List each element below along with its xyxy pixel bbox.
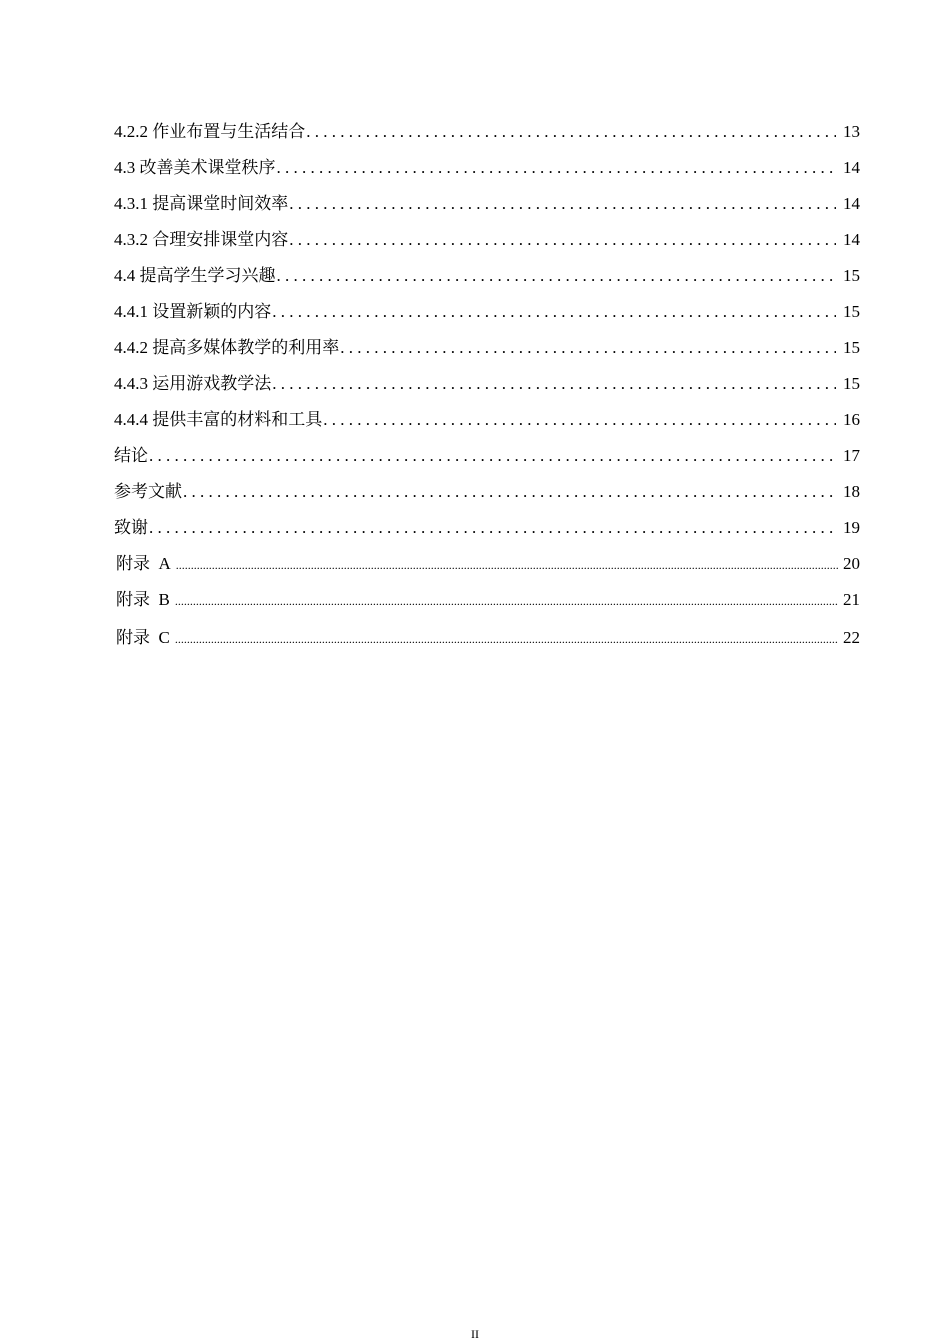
toc-entry-page: 16 xyxy=(843,410,860,429)
table-of-contents xyxy=(114,114,860,656)
toc-entry[interactable] xyxy=(114,294,860,330)
toc-entry[interactable] xyxy=(114,510,860,546)
toc-dot-leader xyxy=(149,510,836,546)
toc-entry-title: 4.4.4 提供丰富的材料和工具 xyxy=(114,410,323,429)
toc-entry[interactable] xyxy=(114,474,860,510)
toc-dot-leader xyxy=(175,582,838,619)
toc-entry-title: 附录 A xyxy=(116,554,171,573)
page-number: II xyxy=(471,1327,479,1341)
toc-entry-page: 14 xyxy=(843,230,860,249)
toc-dot-leader xyxy=(149,438,836,474)
toc-entry[interactable] xyxy=(114,402,860,438)
toc-entry-title: 4.4.3 运用游戏教学法 xyxy=(114,374,272,393)
toc-entry-page: 14 xyxy=(843,158,860,177)
toc-dot-leader xyxy=(340,330,836,366)
toc-entry-appendix[interactable] xyxy=(114,582,860,618)
toc-entry[interactable] xyxy=(114,114,860,150)
toc-entry-page: 15 xyxy=(843,374,860,393)
toc-entry-title: 4.2.2 作业布置与生活结合 xyxy=(114,122,306,141)
toc-entry-page: 22 xyxy=(843,628,860,647)
toc-entry-title: 参考文献 xyxy=(114,482,182,501)
toc-dot-leader xyxy=(277,150,837,186)
toc-entry-page: 15 xyxy=(843,338,860,357)
toc-entry[interactable] xyxy=(114,366,860,402)
toc-entry[interactable] xyxy=(114,222,860,258)
toc-dot-leader xyxy=(289,186,836,222)
toc-entry-title: 附录 B xyxy=(116,590,170,609)
toc-entry[interactable] xyxy=(114,150,860,186)
toc-entry[interactable] xyxy=(114,258,860,294)
toc-entry-page: 20 xyxy=(843,554,860,573)
toc-entry-title: 4.4.2 提高多媒体教学的利用率 xyxy=(114,338,340,357)
toc-entry-title: 结论 xyxy=(114,446,148,465)
toc-entry-title: 致谢 xyxy=(114,518,148,537)
toc-entry-title: 4.4 提高学生学习兴趣 xyxy=(114,266,276,285)
toc-entry-appendix[interactable] xyxy=(114,620,860,656)
toc-entry[interactable] xyxy=(114,330,860,366)
toc-dot-leader xyxy=(272,366,836,402)
toc-entry-title: 4.3.1 提高课堂时间效率 xyxy=(114,194,289,213)
toc-entry-page: 13 xyxy=(843,122,860,141)
toc-dot-leader xyxy=(272,294,836,330)
toc-entry-page: 19 xyxy=(843,518,860,537)
toc-entry-page: 21 xyxy=(843,590,860,609)
toc-entry-page: 17 xyxy=(843,446,860,465)
toc-entry-title: 附录 C xyxy=(116,628,170,647)
toc-entry-page: 14 xyxy=(843,194,860,213)
toc-entry-page: 15 xyxy=(843,266,860,285)
toc-dot-leader xyxy=(183,474,836,510)
toc-entry[interactable] xyxy=(114,186,860,222)
toc-dot-leader xyxy=(175,620,838,657)
toc-entry[interactable] xyxy=(114,438,860,474)
toc-dot-leader xyxy=(306,114,836,150)
toc-entry-title: 4.4.1 设置新颖的内容 xyxy=(114,302,272,321)
toc-entry-title: 4.3 改善美术课堂秩序 xyxy=(114,158,276,177)
toc-dot-leader xyxy=(323,402,836,438)
toc-dot-leader xyxy=(176,546,838,583)
toc-entry-title: 4.3.2 合理安排课堂内容 xyxy=(114,230,289,249)
toc-entry-page: 18 xyxy=(843,482,860,501)
toc-entry-page: 15 xyxy=(843,302,860,321)
toc-dot-leader xyxy=(277,258,837,294)
toc-dot-leader xyxy=(289,222,836,258)
toc-entry-appendix[interactable] xyxy=(114,546,860,582)
